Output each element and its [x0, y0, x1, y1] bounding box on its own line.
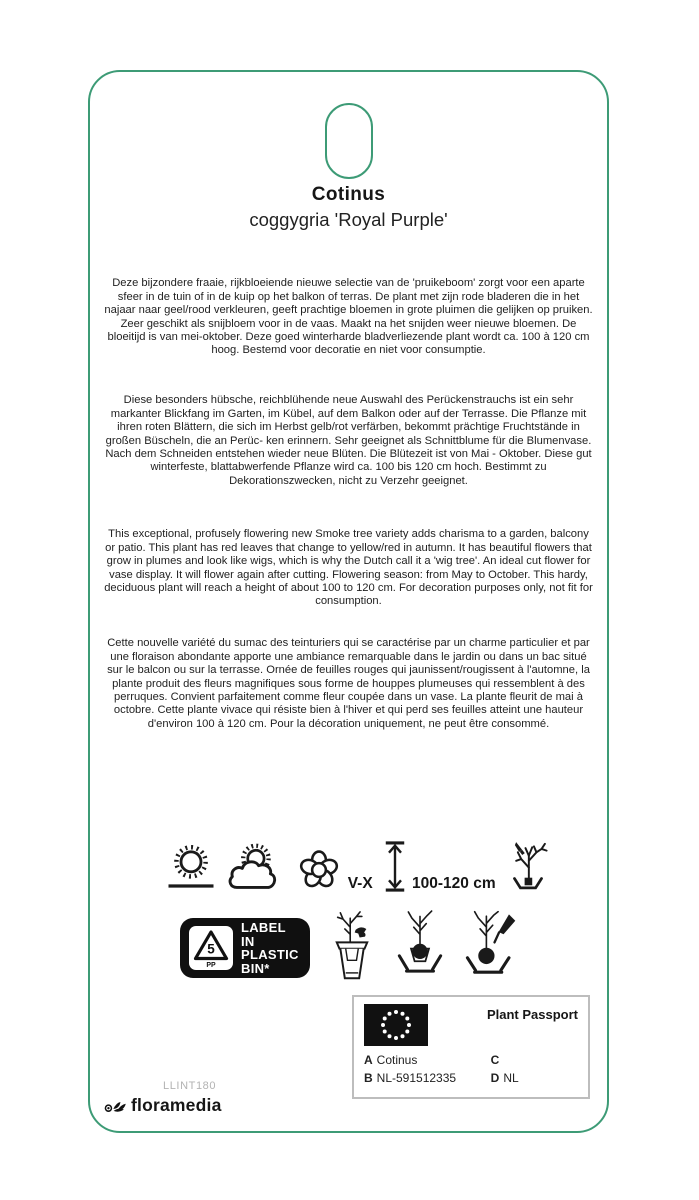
height-group [383, 839, 496, 894]
description-french: Cette nouvelle variété du sumac des teinturiers qui se caractérise par un charme particulier et par une floraison abondante apporte une ambiance remarquable dans le jardin ou dans un bac situé sur le balcon ou sur la terrasse. Ornée de feuilles rouges qui jaunissent/rougissent à l'automne, la plante produit des fleurs magnifiques sous forme de houppes plumeuses qui ressemblent à des perruques. Convient parfaitement comme fleur coupée dans un vase. La plante fleurit de mai à octobre. Cette plante vivace qui résiste bien à l'hiver et qui perd ses feuilles atteint une hauteur d'environ 100 à 120 cm. Pour la décoration uniquement, ne peut être consommé. [107, 637, 590, 730]
description-german: Diese besonders hübsche, reichblühende neue Auswahl des Perückenstrauchs ist ein sehr markanter Blickfang im Garten, im Kübel, auf dem Balkon oder auf der Terrasse. Die Pflanze mit ihren roten Blättern, die sich im Herbst gelb/rot verfärben, bekommt prächtige Fruchtstände in großen Büscheln, die an Perüc- ken erinnern. Sehr geeignet als Schnittblume für die Blumenvase. Nach dem Schneiden entstehen wieder neue Blüten. Die Blütezeit ist von Mai - Oktober. Diese gut winterfeste, blattabwerfende Pflanze wird ca. 100 bis 120 cm hoch. Bestimmt zu Dekorationszwecken, nicht zu Verzehr geeignet. [105, 394, 592, 487]
plant-passport-title: Plant Passport [486, 1007, 578, 1022]
hanger-hole [325, 103, 373, 179]
flowering-period-label: V-X [347, 875, 373, 892]
floramedia-wordmark: floramedia [131, 1095, 222, 1115]
plant-passport-fields [364, 1053, 578, 1085]
passport-field-d: D NL [490, 1071, 519, 1085]
svg-text:5: 5 [207, 941, 215, 957]
eu-flag-icon [364, 1004, 428, 1046]
svg-text:PP: PP [206, 962, 216, 969]
label-in-plastic-bin-badge [180, 918, 310, 978]
passport-field-b: B NL-591512335 [364, 1071, 457, 1085]
passport-field-a: A Cotinus [364, 1053, 418, 1067]
badge-line-1: LABEL IN [241, 920, 286, 949]
print-code: LLINT180 [163, 1080, 217, 1092]
flower-icon [295, 846, 343, 894]
description-english: This exceptional, profusely flowering new Smoke tree variety adds charisma to a garden, balcony or patio. This plant has red leaves that change to yellow/red in autumn. It has beautiful flowers that grow in plumes and look like wigs, which is why the Dutch call it a 'wig tree'. An ideal cut flower for vase display. It will flower again after cutting. Flowering season: from May to October. This hardy, deciduous plant will reach a height of about 100 to 120 cm. For decoration purposes only, not fit for consumption. [104, 528, 593, 608]
care-icon-row [180, 908, 630, 988]
floramedia-logo [104, 1095, 222, 1116]
description-dutch: Deze bijzondere fraaie, rijkbloeiende nieuwe selectie van de 'pruikeboom' zorgt voor een aparte sfeer in de tuin of in de kuip op het balkon of terras. De plant met zijn rode bladeren die in het najaar naar geel/rood verkleuren, geeft prachtige bloemen in grote pluimen die gelijken op pruiken. Zeer geschikt als snijbloem voor in de vaas. Maakt na het snijden weer nieuwe bloemen. De bloeitijd is van mei-oktober. Deze goed winterharde bladverliezende plant wordt ca. 100 à 120 cm hoog. Bestemd voor decoratie en niet voor consumptie. [104, 277, 593, 357]
plant-variety-subtitle: coggygria 'Royal Purple' [249, 209, 448, 230]
height-arrow-icon [383, 839, 407, 894]
passport-field-c: C [490, 1053, 500, 1067]
planting-trowel-icon [462, 908, 518, 984]
floramedia-leaf-icon [104, 1096, 128, 1115]
badge-line-3: BIN* [241, 960, 270, 976]
full-sun-icon [166, 838, 216, 894]
plant-genus-title: Cotinus [311, 184, 386, 205]
pot-with-tap-icon [326, 908, 378, 984]
recycling-pp5-icon [189, 926, 233, 970]
plant-passport-box [352, 995, 590, 1099]
height-label: 100-120 cm [412, 875, 496, 892]
flowering-period-group [295, 846, 373, 894]
pruning-plant-icon [506, 836, 550, 894]
partial-shade-icon [226, 841, 284, 894]
rootball-planting-icon [394, 908, 446, 984]
attribute-icon-row [166, 828, 550, 894]
badge-line-2: PLASTIC [241, 947, 299, 962]
badge-text [241, 921, 301, 975]
plant-label-card [88, 70, 609, 1133]
